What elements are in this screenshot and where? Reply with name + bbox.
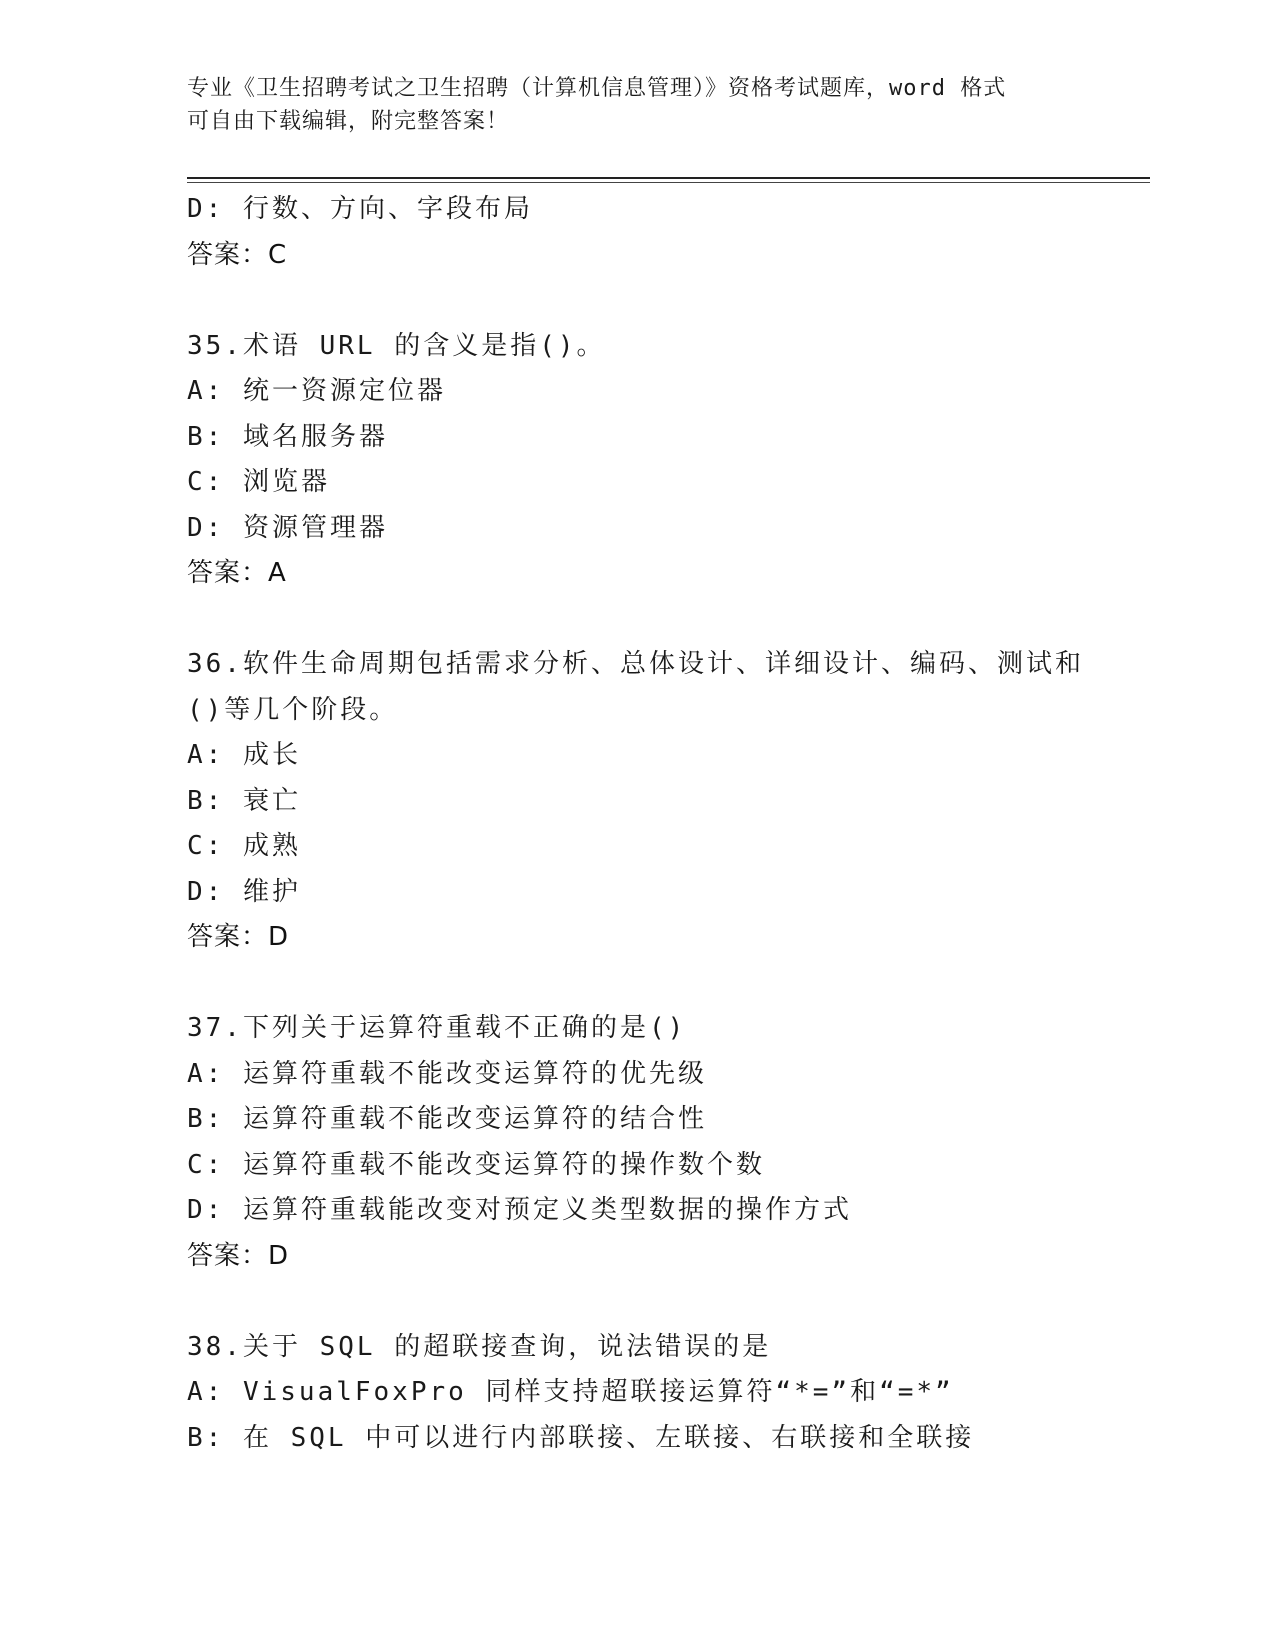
question-37-answer: 答案：D [187, 1240, 290, 1271]
question-35-stem: 35.术语 URL 的含义是指()。 [187, 330, 606, 361]
question-37-option-d: D: 运算符重载能改变对预定义类型数据的操作方式 [187, 1195, 852, 1225]
header-line-2: 可自由下载编辑，附完整答案！ [187, 109, 510, 134]
question-38-option-b: B: 在 SQL 中可以进行内部联接、左联接、右联接和全联接 [187, 1422, 975, 1453]
prev-answer: 答案：C [187, 239, 288, 270]
header-divider-thin [187, 182, 1150, 183]
spacer [187, 278, 1087, 324]
question-35-option-c: C: 浏览器 [187, 467, 330, 497]
question-38-stem: 38.关于 SQL 的超联接查询，说法错误的是 [187, 1331, 772, 1362]
question-36-stem-line-2: ()等几个阶段。 [187, 694, 399, 725]
question-36-option-d: D: 维护 [187, 876, 301, 907]
question-37-option-c: C: 运算符重载不能改变运算符的操作数个数 [187, 1149, 765, 1180]
question-36-stem-line-1: 36.软件生命周期包括需求分析、总体设计、详细设计、编码、测试和 [187, 649, 1084, 679]
question-35-option-d: D: 资源管理器 [187, 512, 388, 543]
question-37-option-a: A: 运算符重载不能改变运算符的优先级 [187, 1058, 707, 1089]
header-line-1: 专业《卫生招聘考试之卫生招聘（计算机信息管理）》资格考试题库，word 格式 [187, 76, 1007, 101]
document-header [187, 72, 1067, 138]
question-36-answer: 答案：D [187, 922, 290, 952]
prev-option-d: D: 行数、方向、字段布局 [187, 194, 533, 224]
question-35-option-b: B: 域名服务器 [187, 421, 388, 452]
question-36-option-a: A: 成长 [187, 740, 301, 770]
question-37-option-b: B: 运算符重载不能改变运算符的结合性 [187, 1104, 707, 1134]
question-list [187, 187, 1087, 1461]
spacer [187, 597, 1087, 643]
spacer [187, 961, 1087, 1007]
question-36-option-c: C: 成熟 [187, 831, 301, 861]
question-35-option-a: A: 统一资源定位器 [187, 376, 446, 406]
question-35-answer: 答案：A [187, 558, 287, 588]
question-37-stem: 37.下列关于运算符重载不正确的是() [187, 1013, 687, 1043]
question-38-option-a: A: VisualFoxPro 同样支持超联接运算符“*=”和“=*” [187, 1377, 954, 1407]
question-36-option-b: B: 衰亡 [187, 785, 301, 816]
spacer [187, 1279, 1087, 1325]
header-divider-thick [187, 177, 1150, 179]
